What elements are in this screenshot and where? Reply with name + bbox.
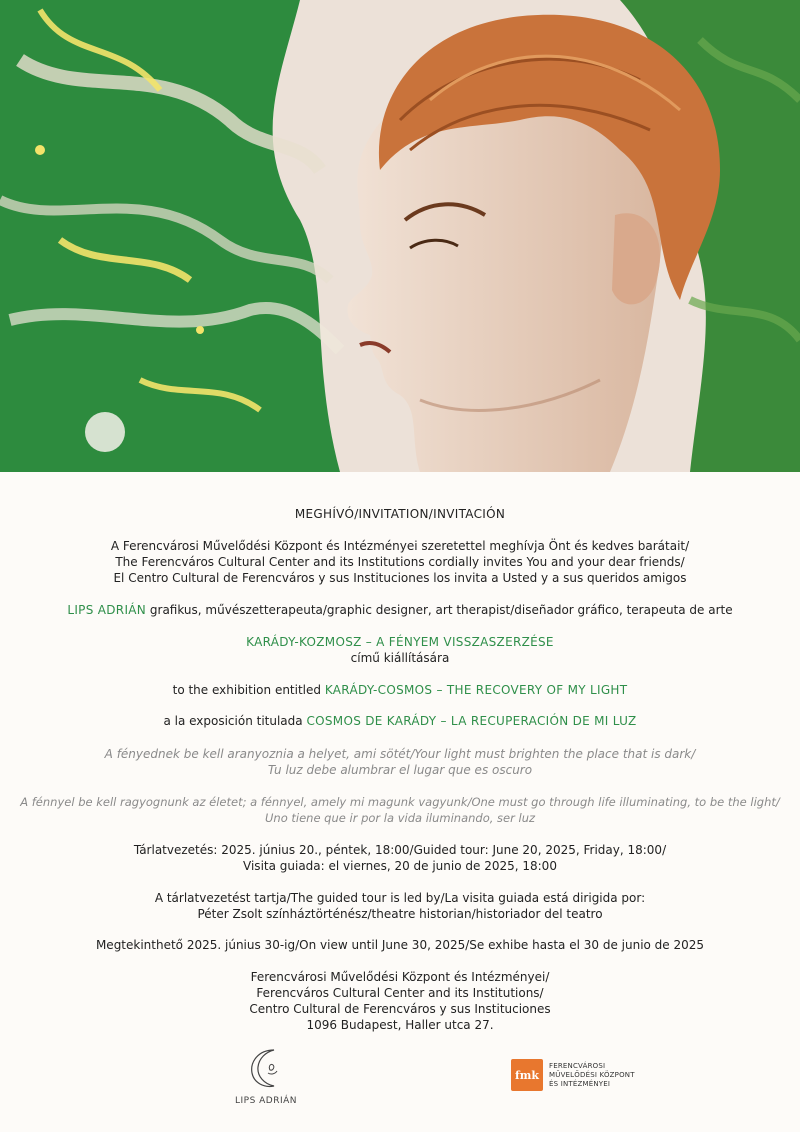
title-hu-block: [0, 634, 800, 666]
exhibition-suffix-hu: című kiállítására: [350, 651, 450, 665]
guided-tour-block: [0, 842, 800, 874]
artist-roles: grafikus, művészetterapeuta/graphic designer, art therapist/diseñador gráfico, terapeuta de arte: [146, 603, 733, 617]
quote-line: A fényednek be kell aranyoznia a helyet, ami sötét/Your light must brighten the place that is dark/: [104, 747, 696, 761]
intro-line: El Centro Cultural de Ferencváros y sus Instituciones los invita a Usted y a sus queridos amigos: [113, 571, 687, 585]
intro-block: [0, 538, 800, 586]
venue-address: 1096 Budapest, Haller utca 27.: [306, 1018, 494, 1032]
on-view-line: Megtekinthető 2025. június 30-ig/On view until June 30, 2025/Se exhibe hasta el 30 de junio de 2025: [95, 938, 705, 952]
intro-line: A Ferencvárosi Művelődési Központ és Intézményei szeretettel meghívja Önt és kedves barátait/: [110, 539, 690, 553]
quote-line: A fénnyel be kell ragyognunk az életet; a fénnyel, amely mi magunk vagyunk/One must go through life illuminating, to be the light/: [20, 795, 780, 809]
portrait-painting: [0, 0, 800, 472]
hero-painting: [0, 0, 800, 472]
title-en-line: [0, 682, 800, 698]
exhibition-title-en: KARÁDY-COSMOS – THE RECOVERY OF MY LIGHT: [324, 683, 628, 697]
artist-signature-logo: [226, 1046, 306, 1106]
title-es-line: [0, 713, 800, 729]
tour-line: Visita guiada: el viernes, 20 de junio de 2025, 18:00: [243, 859, 557, 873]
organizer-line: FERENCVÁROSI: [549, 1061, 606, 1070]
venue-line: Ferencváros Cultural Center and its Institutions/: [256, 986, 544, 1000]
guide-block: [0, 890, 800, 922]
fmk-logo-icon: fmk: [511, 1059, 543, 1091]
venue-line: Centro Cultural de Ferencváros y sus Instituciones: [249, 1002, 551, 1016]
organizer-line: MŰVELŐDÉSI KÖZPONT: [549, 1070, 635, 1079]
quote-line: Uno tiene que ir por la vida iluminando, ser luz: [264, 811, 536, 825]
title-en-prefix: to the exhibition entitled: [172, 683, 325, 697]
guide-line: Péter Zsolt színháztörténész/theatre historian/historiador del teatro: [197, 907, 603, 921]
artist-name: LIPS ADRIÁN: [67, 603, 147, 617]
organizer-logo: [511, 1059, 635, 1091]
quote-line: Tu luz debe alumbrar el lugar que es oscuro: [267, 763, 533, 777]
organizer-name: [549, 1062, 635, 1089]
exhibition-title-es: COSMOS DE KARÁDY – LA RECUPERACIÓN DE MI LUZ: [306, 714, 637, 728]
invitation-header: MEGHÍVÓ/INVITATION/INVITACIÓN: [294, 507, 506, 521]
tour-line: Tárlatvezetés: 2025. június 20., péntek, 18:00/Guided tour: June 20, 2025, Friday, 18:00/: [133, 843, 667, 857]
guide-line: A tárlatvezetést tartja/The guided tour is led by/La visita guiada está dirigida por:: [154, 891, 646, 905]
moon-icon: [244, 1046, 288, 1090]
exhibition-title-hu: KARÁDY-KOZMOSZ – A FÉNYEM VISSZASZERZÉSE: [246, 635, 554, 649]
title-es-prefix: a la exposición titulada: [163, 714, 307, 728]
signature-text: LIPS ADRIÁN: [234, 1096, 298, 1106]
artist-line: [0, 602, 800, 618]
intro-line: The Ferencváros Cultural Center and its Institutions cordially invites You and your dear friends/: [115, 555, 685, 569]
venue-line: Ferencvárosi Művelődési Központ és Intézményei/: [250, 970, 550, 984]
quote-1: [0, 746, 800, 778]
organizer-line: ÉS INTÉZMÉNYEI: [549, 1079, 611, 1088]
venue-block: [0, 969, 800, 1033]
quote-2: [0, 794, 800, 826]
